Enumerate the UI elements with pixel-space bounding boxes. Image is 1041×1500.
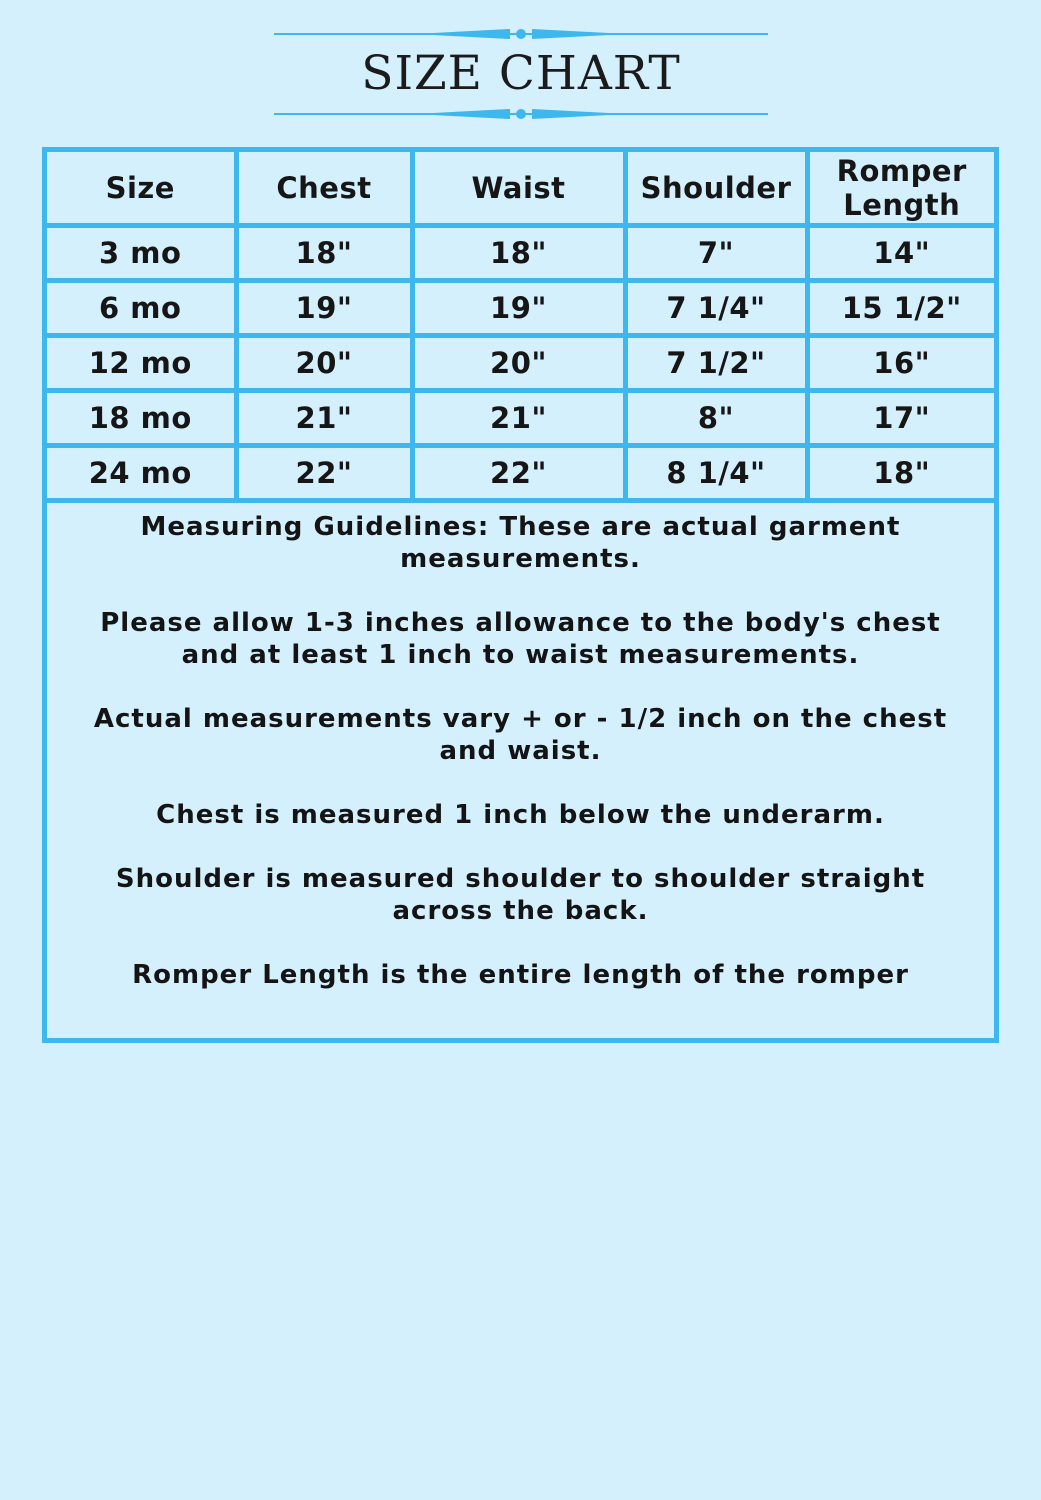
cell-size: 12 mo [47,336,236,391]
header-chest: Chest [236,152,412,226]
cell-size: 3 mo [47,226,236,281]
page-title: SIZE CHART [361,46,681,101]
cell-chest: 18" [236,226,412,281]
cell-romper-length: 17" [807,391,994,446]
title-ornament-top-icon [274,24,768,44]
header-shoulder: Shoulder [625,152,807,226]
size-table [47,152,994,503]
cell-size: 24 mo [47,446,236,501]
cell-chest: 20" [236,336,412,391]
header-size: Size [47,152,236,226]
cell-chest: 22" [236,446,412,501]
cell-romper-length: 14" [807,226,994,281]
table-row [47,226,994,281]
guideline-text: Romper Length is the entire length of the romper [132,960,909,990]
cell-romper-length: 15 1/2" [807,281,994,336]
cell-shoulder: 8" [625,391,807,446]
cell-romper-length: 18" [807,446,994,501]
cell-shoulder: 7 1/4" [625,281,807,336]
title-block [274,24,768,124]
cell-waist: 21" [412,391,625,446]
measuring-guidelines [47,511,994,1023]
guideline-text: Chest is measured 1 inch below the underarm. [156,800,885,830]
guideline-text: Shoulder is measured shoulder to shoulder straight across the back. [115,864,926,926]
table-header-row [47,152,994,226]
size-chart-frame [42,147,999,1043]
cell-waist: 20" [412,336,625,391]
cell-waist: 18" [412,226,625,281]
title-ornament-bottom-icon [274,104,768,124]
table-row [47,336,994,391]
cell-shoulder: 8 1/4" [625,446,807,501]
cell-shoulder: 7" [625,226,807,281]
header-romper-length: Romper Length [807,152,994,226]
cell-chest: 19" [236,281,412,336]
cell-chest: 21" [236,391,412,446]
cell-size: 18 mo [47,391,236,446]
cell-size: 6 mo [47,281,236,336]
guideline-text: Actual measurements vary + or - 1/2 inch on the chest and waist. [93,704,948,766]
cell-waist: 19" [412,281,625,336]
guideline-text: Please allow 1-3 inches allowance to the body's chest and at least 1 inch to waist measurements. [100,608,941,670]
cell-waist: 22" [412,446,625,501]
table-row [47,391,994,446]
table-row [47,281,994,336]
header-waist: Waist [412,152,625,226]
cell-shoulder: 7 1/2" [625,336,807,391]
guideline-text: Measuring Guidelines: These are actual garment measurements. [140,512,901,574]
cell-romper-length: 16" [807,336,994,391]
table-row [47,446,994,501]
